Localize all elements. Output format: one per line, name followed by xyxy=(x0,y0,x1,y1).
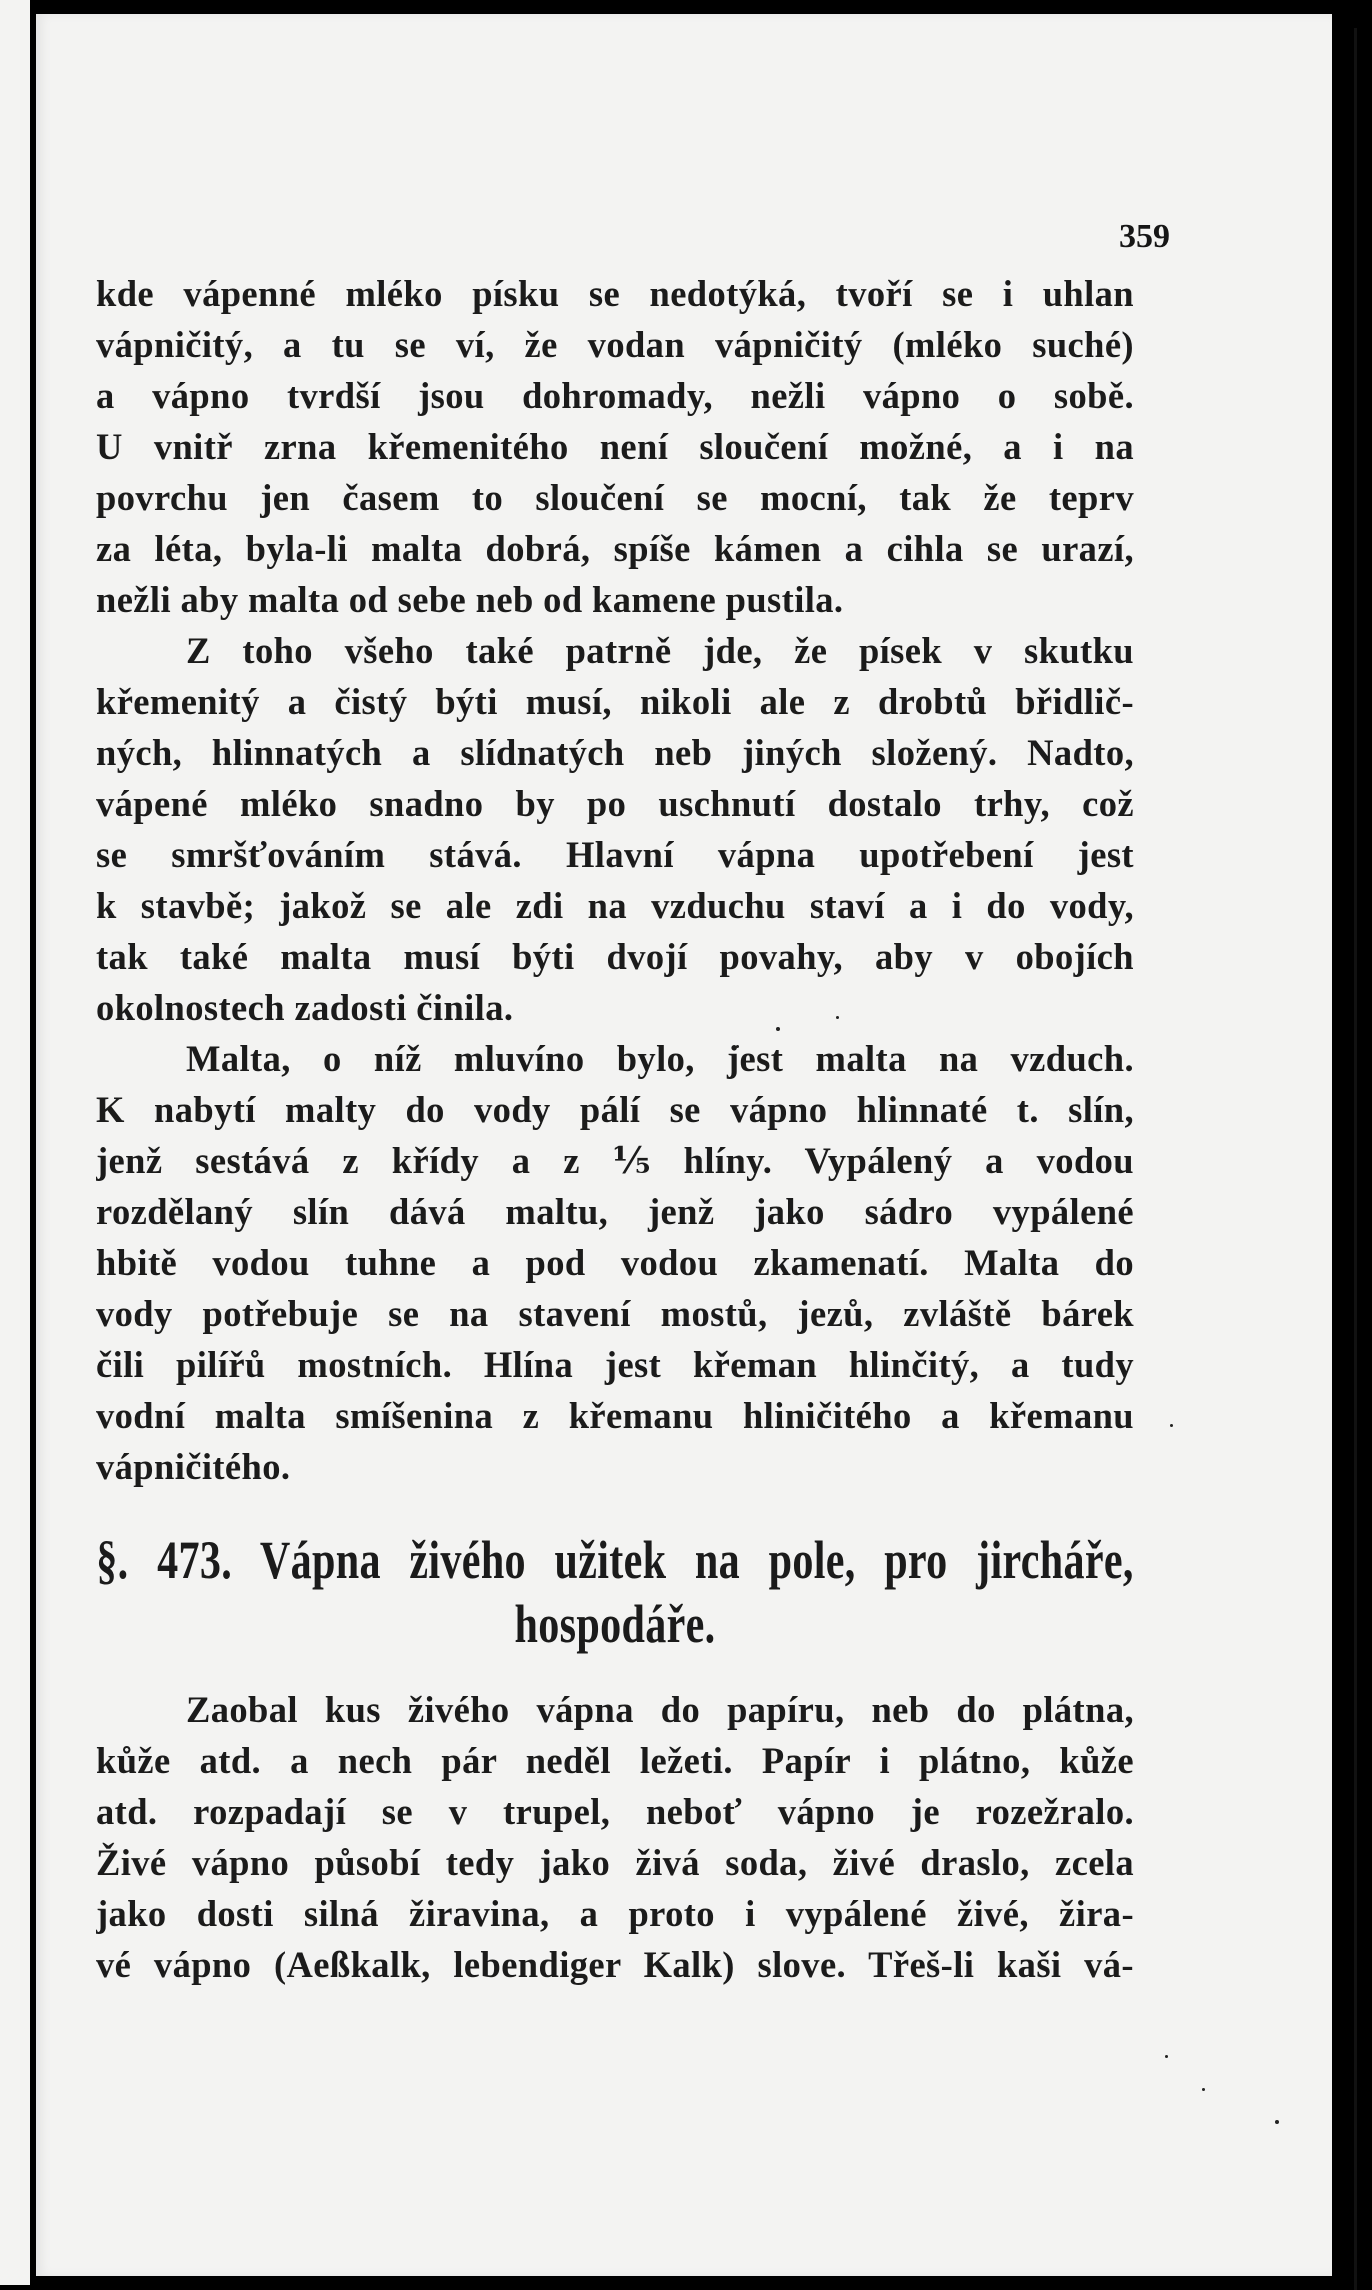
spacer xyxy=(96,1656,1134,1684)
text-line: jenž sestává z křídy a z ⅕ hlíny. Vypálený a vodou xyxy=(96,1140,1134,1181)
paragraph-4 xyxy=(96,1684,1134,1990)
text-line: atd. rozpadají se v trupel, neboť vápno je rozežralo. xyxy=(96,1791,1134,1832)
body-text xyxy=(96,268,1134,1990)
text-line: vody potřebuje se na stavení mostů, jezů, zvláště bárek xyxy=(96,1293,1134,1334)
paper-speck xyxy=(1165,2055,1168,2058)
text-line: vé vápno (Aeßkalk, lebendiger Kalk) slove. Třeš-li kaši vá- xyxy=(96,1944,1134,1985)
page-number: 359 xyxy=(1119,218,1170,255)
text-line: hbitě vodou tuhne a pod vodou zkamenatí. Malta do xyxy=(96,1242,1134,1283)
text-line: kůže atd. a nech pár neděl ležeti. Papír i plátno, kůže xyxy=(96,1740,1134,1781)
text-line: za léta, byla-li malta dobrá, spíše kámen a cihla se urazí, xyxy=(96,528,1134,569)
text-line: vodní malta smíšenina z křemanu hliničitého a křemanu xyxy=(96,1395,1134,1436)
text-line: kde vápenné mléko písku se nedotýká, tvoří se i uhlan xyxy=(96,273,1134,314)
text-line: okolnostech zadosti činila. xyxy=(96,987,514,1028)
paragraph-2 xyxy=(96,625,1134,1033)
paragraph-1 xyxy=(96,268,1134,625)
text-line: Živé vápno působí tedy jako živá soda, živé draslo, zcela xyxy=(96,1842,1134,1883)
text-line: ných, hlinnatých a slídnatých neb jiných složený. Nadto, xyxy=(96,732,1134,773)
section-heading xyxy=(96,1528,1134,1656)
text-line: povrchu jen časem to sloučení se mocní, tak že teprv xyxy=(96,477,1134,518)
text-line: křemenitý a čistý býti musí, nikoli ale z drobtů břidlič- xyxy=(96,681,1134,722)
section-heading-line-1: §. 473. Vápna živého užitek na pole, pro jircháře, xyxy=(96,1530,1134,1590)
previous-page-edge xyxy=(0,0,30,2285)
text-line: tak také malta musí býti dvojí povahy, aby v obojích xyxy=(96,936,1134,977)
text-line: vápničitý, a tu se ví, že vodan vápničitý (mléko suché) xyxy=(96,324,1134,365)
text-line: se smršťováním stává. Hlavní vápna upotřebení jest xyxy=(96,834,1134,875)
text-line: vápničitého. xyxy=(96,1446,291,1487)
paper-speck xyxy=(1202,2088,1205,2091)
spacer xyxy=(96,1492,1134,1528)
section-heading-line-2: hospodáře. xyxy=(514,1594,716,1654)
paper-speck xyxy=(1275,2120,1279,2124)
text-line: U vnitř zrna křemenitého není sloučení možné, a i na xyxy=(96,426,1134,467)
text-line: k stavbě; jakož se ale zdi na vzduchu staví a i do vody, xyxy=(96,885,1134,926)
paper-speck xyxy=(1170,1424,1173,1427)
text-line: a vápno tvrdší jsou dohromady, nežli vápno o sobě. xyxy=(96,375,1134,416)
page-edge-line xyxy=(1354,28,1357,2290)
text-line: čili pilířů mostních. Hlína jest křeman hlinčitý, a tudy xyxy=(96,1344,1134,1385)
text-line: vápené mléko snadno by po uschnutí dostalo trhy, což xyxy=(96,783,1134,824)
text-line: rozdělaný slín dává maltu, jenž jako sádro vypálené xyxy=(96,1191,1134,1232)
paragraph-3 xyxy=(96,1033,1134,1492)
text-line: Zaobal kus živého vápna do papíru, neb do plátna, xyxy=(186,1689,1134,1730)
text-line: Z toho všeho také patrně jde, že písek v skutku xyxy=(186,630,1134,671)
book-spine-shadow xyxy=(1332,0,1372,2285)
text-line: jako dosti silná žiravina, a proto i vypálené živé, žira- xyxy=(96,1893,1134,1934)
text-line: K nabytí malty do vody pálí se vápno hlinnaté t. slín, xyxy=(96,1089,1134,1130)
text-line: nežli aby malta od sebe neb od kamene pustila. xyxy=(96,579,844,620)
text-line: Malta, o níž mluvíno bylo, jest malta na vzduch. xyxy=(186,1038,1134,1079)
